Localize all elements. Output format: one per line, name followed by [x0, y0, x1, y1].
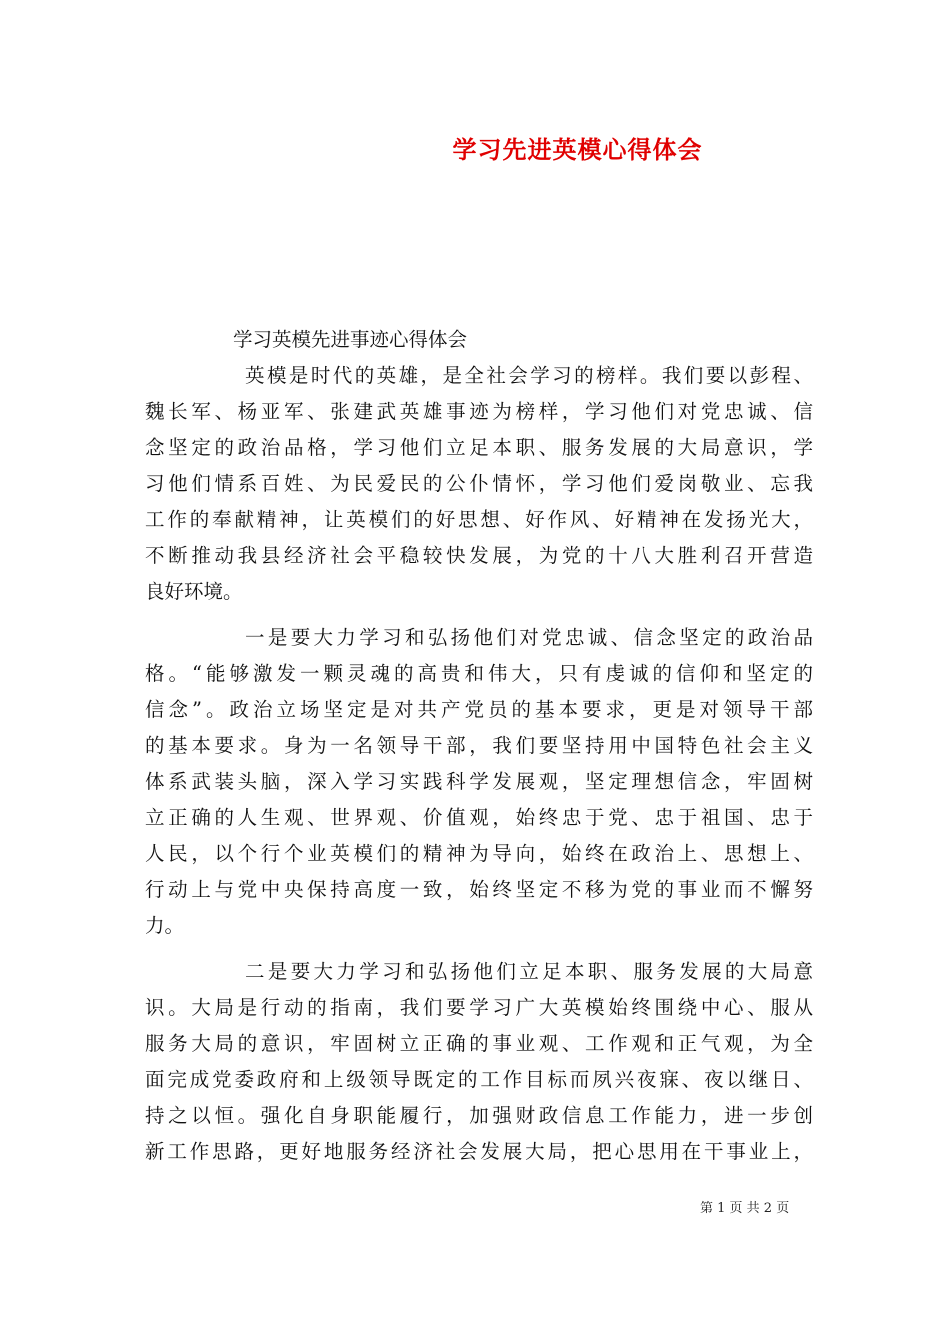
- paragraph-line: 的基本要求。身为一名领导干部，我们要坚持用中国特色社会主义: [145, 734, 813, 757]
- paragraph-line: 新工作思路，更好地服务经济社会发展大局，把心思用在干事业上，: [145, 1140, 813, 1163]
- paragraph-line: 信念”。政治立场坚定是对共产党员的基本要求，更是对领导干部: [145, 698, 813, 721]
- paragraph-line: 体系武装头脑，深入学习实践科学发展观，坚定理想信念，牢固树: [145, 770, 813, 793]
- paragraph-line: 工作的奉献精神，让英模们的好思想、好作风、好精神在发扬光大，: [145, 508, 813, 531]
- paragraph-line: 识。大局是行动的指南，我们要学习广大英模始终围绕中心、服从: [145, 996, 813, 1019]
- paragraph-line: 二是要大力学习和弘扬他们立足本职、服务发展的大局意: [245, 960, 813, 983]
- document-title: 学习先进英模心得体会: [452, 135, 703, 164]
- paragraph-line: 不断推动我县经济社会平稳较快发展，为党的十八大胜利召开营造: [145, 544, 813, 567]
- paragraph-line: 人民，以个行个业英模们的精神为导向，始终在政治上、思想上、: [145, 842, 813, 865]
- paragraph-line: 服务大局的意识，牢固树立正确的事业观、工作观和正气观，为全: [145, 1032, 813, 1055]
- paragraph-line: 立正确的人生观、世界观、价值观，始终忠于党、忠于祖国、忠于: [145, 806, 813, 829]
- paragraph-line: 魏长军、杨亚军、张建武英雄事迹为榜样，学习他们对党忠诚、信: [145, 400, 813, 423]
- paragraph-line: 习他们情系百姓、为民爱民的公仆情怀，学习他们爱岗敬业、忘我: [145, 472, 813, 495]
- paragraph-line: 面完成党委政府和上级领导既定的工作目标而夙兴夜寐、夜以继日、: [145, 1068, 813, 1091]
- paragraph-1: [145, 358, 813, 610]
- paragraph-3: [145, 954, 813, 1170]
- paragraph-line: 持之以恒。强化自身职能履行，加强财政信息工作能力，进一步创: [145, 1104, 813, 1127]
- paragraph-2: [145, 620, 813, 944]
- paragraph-line: 行动上与党中央保持高度一致，始终坚定不移为党的事业而不懈努: [145, 878, 813, 901]
- paragraph-line: 良好环境。: [145, 580, 243, 603]
- paragraph-line: 力。: [145, 914, 185, 937]
- paragraph-line: 英模是时代的英雄，是全社会学习的榜样。我们要以彭程、: [245, 364, 813, 387]
- page-number: 第 1 页 共 2 页: [700, 1201, 790, 1216]
- paragraph-line: 一是要大力学习和弘扬他们对党忠诚、信念坚定的政治品: [245, 626, 813, 649]
- document-subtitle: 学习英模先进事迹心得体会: [233, 328, 468, 351]
- document-body: [145, 322, 813, 1170]
- paragraph-line: 格。“能够激发一颗灵魂的高贵和伟大，只有虔诚的信仰和坚定的: [145, 662, 813, 685]
- paragraph-line: 念坚定的政治品格，学习他们立足本职、服务发展的大局意识，学: [145, 436, 813, 459]
